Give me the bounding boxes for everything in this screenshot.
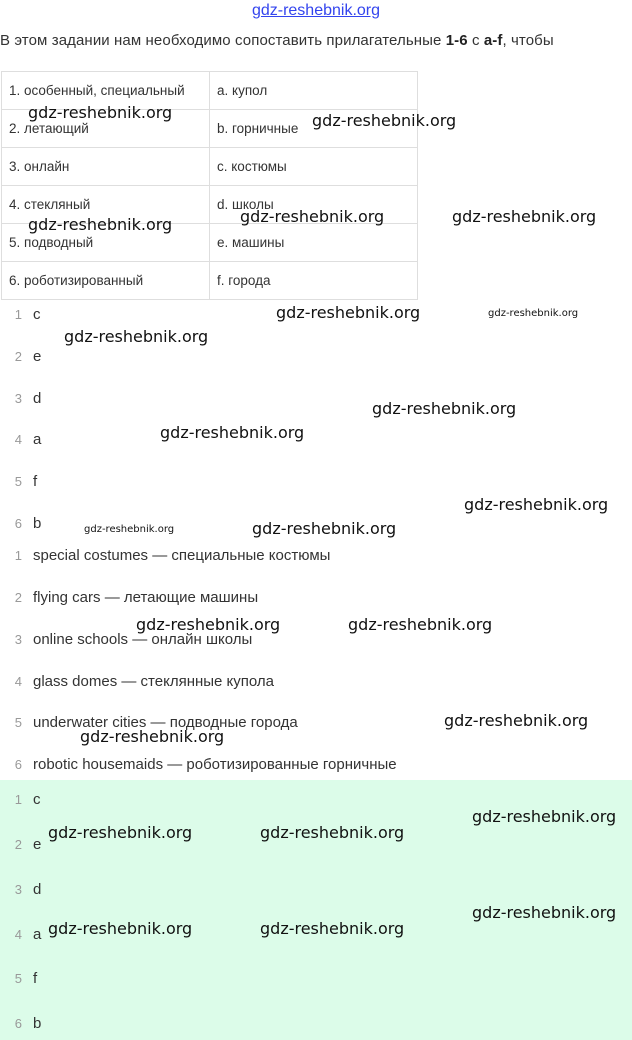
task-intro xyxy=(0,32,632,49)
intro-text-end: , чтобы xyxy=(502,32,554,49)
table-row xyxy=(2,262,418,300)
item-answer: c xyxy=(33,306,41,323)
watermark: gdz-reshebnik.org xyxy=(312,111,457,130)
table-cell-left: 4. стекляный xyxy=(2,186,210,224)
list-item xyxy=(0,967,632,991)
table-cell-right: b. горничные xyxy=(210,110,418,148)
table-row xyxy=(2,186,418,224)
watermark: gdz-reshebnik.org xyxy=(136,615,281,634)
watermark: gdz-reshebnik.org xyxy=(28,103,173,122)
watermark: gdz-reshebnik.org xyxy=(276,303,421,322)
watermark: gdz-reshebnik.org xyxy=(260,823,405,842)
item-number: 6 xyxy=(14,1016,22,1031)
list-item xyxy=(0,878,632,902)
item-answer: f xyxy=(33,473,38,490)
site-link[interactable]: gdz-reshebnik.org xyxy=(251,2,381,19)
table-row xyxy=(2,72,418,110)
item-number: 3 xyxy=(14,882,22,897)
watermark: gdz-reshebnik.org xyxy=(488,308,579,319)
matching-table xyxy=(1,71,418,300)
item-number: 2 xyxy=(14,590,22,605)
list-item xyxy=(0,753,632,777)
item-answer: online schools — онлайн школы xyxy=(33,631,253,648)
item-answer: e xyxy=(33,348,42,365)
item-number: 5 xyxy=(14,715,22,730)
list-item xyxy=(0,345,632,369)
list-item xyxy=(0,628,632,652)
watermark: gdz-reshebnik.org xyxy=(464,495,609,514)
item-answer: robotic housemaids — роботизированные горничные xyxy=(33,756,397,773)
table-cell-left: 3. онлайн xyxy=(2,148,210,186)
table-cell-left: 5. подводный xyxy=(2,224,210,262)
item-answer: a xyxy=(33,431,42,448)
table-cell-right: e. машины xyxy=(210,224,418,262)
item-number: 1 xyxy=(14,548,22,563)
item-number: 3 xyxy=(14,391,22,406)
item-number: 6 xyxy=(14,757,22,772)
table-row xyxy=(2,110,418,148)
item-number: 3 xyxy=(14,632,22,647)
item-answer: d xyxy=(33,881,42,898)
list-item xyxy=(0,512,632,536)
watermark: gdz-reshebnik.org xyxy=(252,519,397,538)
item-answer: d xyxy=(33,390,42,407)
list-item xyxy=(0,428,632,452)
watermark: gdz-reshebnik.org xyxy=(444,711,589,730)
table-cell-left: 2. летающий xyxy=(2,110,210,148)
table-cell-right: a. купол xyxy=(210,72,418,110)
item-number: 6 xyxy=(14,516,22,531)
item-answer: e xyxy=(33,836,42,853)
watermark: gdz-reshebnik.org xyxy=(48,919,193,938)
list-item xyxy=(0,586,632,610)
list-item xyxy=(0,923,632,947)
list-item xyxy=(0,303,632,327)
intro-text-middle: с xyxy=(467,32,484,49)
watermark: gdz-reshebnik.org xyxy=(28,215,173,234)
table-cell-left: 6. роботизированный xyxy=(2,262,210,300)
list-item xyxy=(0,470,632,494)
item-number: 5 xyxy=(14,474,22,489)
table-cell-left: 1. особенный, специальный xyxy=(2,72,210,110)
table-row xyxy=(2,224,418,262)
intro-range-letters: a-f xyxy=(483,32,503,49)
watermark: gdz-reshebnik.org xyxy=(160,423,305,442)
list-item xyxy=(0,1012,632,1036)
intro-range-numbers: 1-6 xyxy=(445,32,468,49)
watermark: gdz-reshebnik.org xyxy=(64,327,209,346)
item-answer: underwater cities — подводные города xyxy=(33,714,298,731)
item-number: 4 xyxy=(14,927,22,942)
item-number: 4 xyxy=(14,432,22,447)
table-row xyxy=(2,148,418,186)
list-item xyxy=(0,544,632,568)
watermark: gdz-reshebnik.org xyxy=(240,207,385,226)
watermark: gdz-reshebnik.org xyxy=(260,919,405,938)
list-item xyxy=(0,833,632,857)
item-number: 4 xyxy=(14,674,22,689)
item-answer: c xyxy=(33,791,41,808)
watermark: gdz-reshebnik.org xyxy=(452,207,597,226)
item-answer: flying cars — летающие машины xyxy=(33,589,259,606)
item-answer: b xyxy=(33,1015,42,1032)
table-cell-right: d. школы xyxy=(210,186,418,224)
table-cell-right: c. костюмы xyxy=(210,148,418,186)
item-number: 5 xyxy=(14,971,22,986)
watermark: gdz-reshebnik.org xyxy=(48,823,193,842)
list-item xyxy=(0,670,632,694)
highlighted-answer-block xyxy=(0,780,632,1040)
watermark: gdz-reshebnik.org xyxy=(80,727,225,746)
item-answer: b xyxy=(33,515,42,532)
watermark: gdz-reshebnik.org xyxy=(84,524,175,535)
item-answer: a xyxy=(33,926,42,943)
item-number: 2 xyxy=(14,349,22,364)
watermark: gdz-reshebnik.org xyxy=(472,807,617,826)
list-item xyxy=(0,788,632,812)
list-item xyxy=(0,711,632,735)
item-answer: glass domes — стеклянные купола xyxy=(33,673,275,690)
watermark: gdz-reshebnik.org xyxy=(472,903,617,922)
watermark: gdz-reshebnik.org xyxy=(348,615,493,634)
item-answer: f xyxy=(33,970,38,987)
item-number: 2 xyxy=(14,837,22,852)
list-item xyxy=(0,387,632,411)
intro-text-start: В этом задании нам необходимо сопоставить прилагательные xyxy=(0,32,446,49)
item-number: 1 xyxy=(14,307,22,322)
item-number: 1 xyxy=(14,792,22,807)
table-cell-right: f. города xyxy=(210,262,418,300)
item-answer: special costumes — специальные костюмы xyxy=(33,547,331,564)
watermark: gdz-reshebnik.org xyxy=(372,399,517,418)
